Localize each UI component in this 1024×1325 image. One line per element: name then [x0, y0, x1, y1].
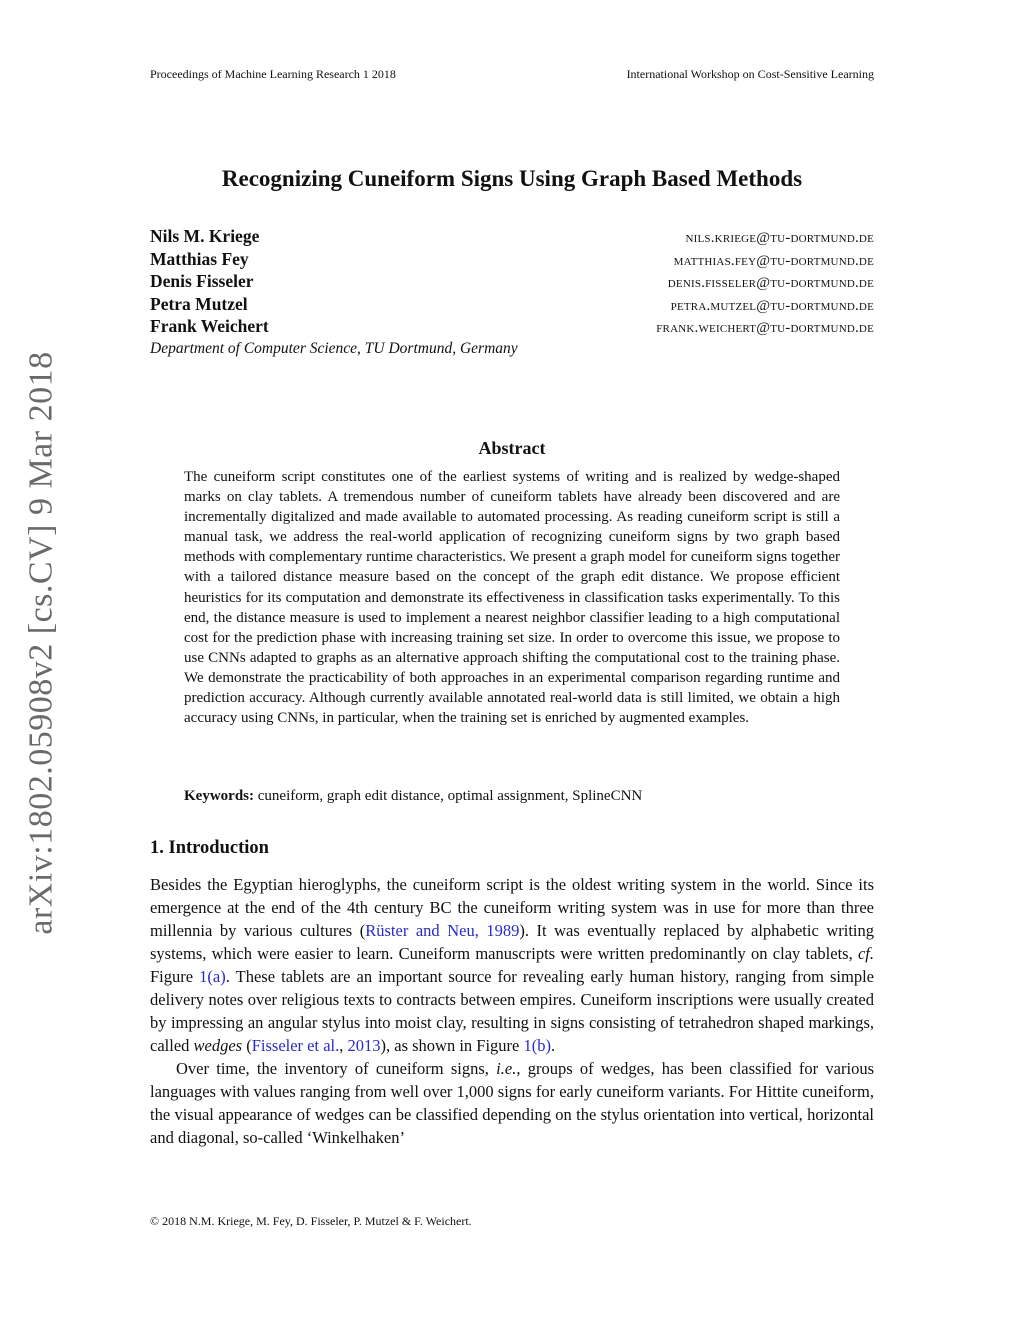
citation-link[interactable]: Fisseler et al. — [251, 1036, 340, 1055]
paragraph: Over time, the inventory of cuneiform signs, i.e., groups of wedges, has been classified for various languages with values ranging from well over 1,000 signs for early cuneiform variants. For Hittite cuneiform, the visual appearance of wedges can be classified depending on the stylus orientation into vertical, horizontal and diagonal, so-called ‘Winkelhaken’ — [150, 1059, 874, 1147]
running-header-left: Proceedings of Machine Learning Research 1 2018 — [150, 67, 396, 81]
author-block — [150, 226, 874, 358]
author-email[interactable]: petra.mutzel@tu-dortmund.de — [670, 297, 874, 314]
author-email[interactable]: denis.fisseler@tu-dortmund.de — [667, 275, 874, 292]
author-row — [150, 226, 874, 249]
paper-title: Recognizing Cuneiform Signs Using Graph Based Methods — [221, 166, 803, 191]
copyright-footer: © 2018 N.M. Kriege, M. Fey, D. Fisseler, P. Mutzel & F. Weichert. — [150, 1214, 472, 1228]
citation-link[interactable]: Rüster and Neu, 1989 — [365, 921, 520, 940]
author-row — [150, 316, 874, 339]
author-row — [150, 249, 874, 272]
keywords-label: Keywords: — [184, 788, 254, 804]
paragraph: Besides the Egyptian hieroglyphs, the cuneiform script is the oldest writing system in the world. Since its emergence at the end of the 4th century BC the cuneiform writing system was in use for more than three millennia by various cultures (Rüster and Neu, 1989). It was eventually replaced by alphabetic writing systems, which were easier to learn. Cuneiform manuscripts were written predominantly on clay tablets, cf. Figure 1(a). These tablets are an important source for revealing early human history, ranging from simple delivery notes over religious texts to contracts between empires. Cuneiform inscriptions were usually created by impressing an angular stylus into moist clay, resulting in signs consisting of tetrahedron shaped markings, called wedges (Fisseler et al., 2013), as shown in Figure 1(b). — [150, 875, 874, 1055]
affiliation: Department of Computer Science, TU Dortmund, Germany — [150, 339, 518, 357]
author-name: Frank Weichert — [150, 316, 269, 337]
keywords-text: cuneiform, graph edit distance, optimal assignment, SplineCNN — [257, 788, 643, 804]
keywords — [184, 788, 840, 805]
author-email[interactable]: matthias.fey@tu-dortmund.de — [673, 252, 874, 269]
author-row — [150, 294, 874, 317]
section-heading: 1. Introduction — [150, 838, 269, 858]
author-name: Denis Fisseler — [150, 271, 254, 292]
citation-year-link[interactable]: 2013 — [347, 1036, 381, 1055]
abstract-heading: Abstract — [478, 438, 546, 458]
figure-link[interactable]: 1(a) — [199, 967, 226, 986]
running-header-right: International Workshop on Cost-Sensitive Learning — [626, 67, 874, 81]
author-email[interactable]: frank.weichert@tu-dortmund.de — [656, 320, 874, 337]
introduction-body — [150, 873, 874, 1149]
arxiv-identifier: arXiv:1802.05908v2 [cs.CV] 9 Mar 2018 — [23, 350, 61, 935]
author-name: Petra Mutzel — [150, 293, 248, 314]
author-name: Nils M. Kriege — [150, 226, 260, 246]
author-email[interactable]: nils.kriege@tu-dortmund.de — [685, 230, 874, 246]
author-name: Matthias Fey — [150, 248, 249, 269]
author-row — [150, 271, 874, 294]
abstract-text: The cuneiform script constitutes one of the earliest systems of writing and is realized by wedge-shaped marks on clay tablets. A tremendous number of cuneiform tablets have already been discovered and are incrementally digitalized and made available to automated processing. As reading cuneiform script is still a manual task, we address the real-world application of recognizing cuneiform signs by two graph based methods with complementary runtime characteristics. We present a graph model for cuneiform signs together with a tailored distance measure based on the concept of the graph edit distance. We propose efficient heuristics for its computation and demonstrate its effectiveness in classification tasks experimentally. To this end, the distance measure is used to implement a nearest neighbor classifier leading to a high computational cost for the prediction phase with increasing training set size. In order to overcome this issue, we propose to use CNNs adapted to graphs as an alternative approach shifting the computational cost to the training phase. We demonstrate the practicability of both approaches in an experimental comparison regarding runtime and prediction accuracy. Although currently available annotated real-world data is still limited, we obtain a high accuracy using CNNs, in particular, when the training set is enriched by augmented examples. — [184, 469, 840, 727]
figure-link[interactable]: 1(b) — [523, 1036, 551, 1055]
